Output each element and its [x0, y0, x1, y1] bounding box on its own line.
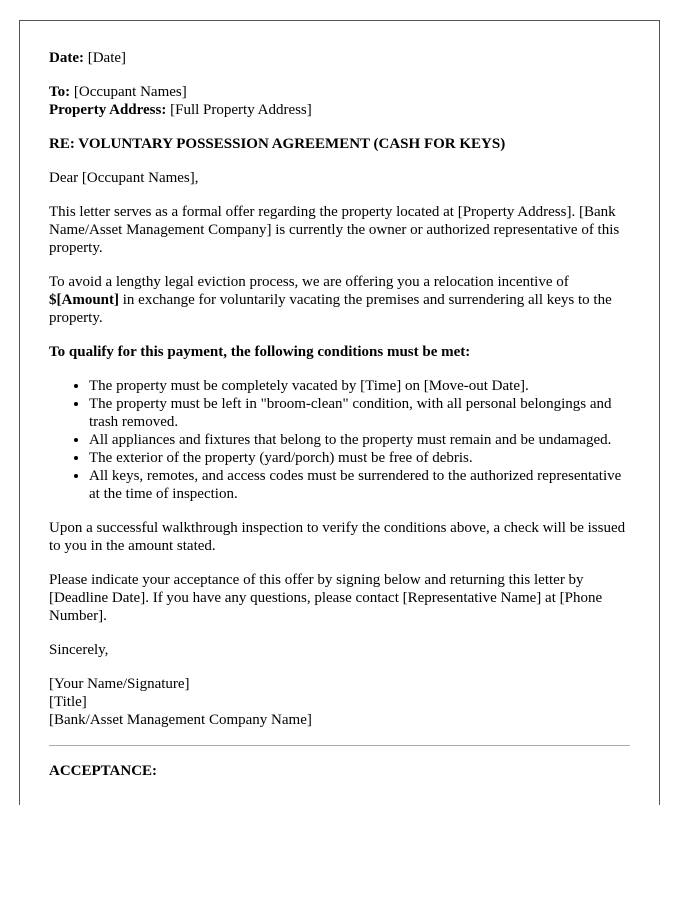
property-line [49, 101, 630, 119]
divider [49, 745, 630, 746]
paragraph-acceptance-request: Please indicate your acceptance of this offer by signing below and returning this letter by [Deadline Date]. If you have any questions, please contact [Representative Name] at [Phone Number]. [49, 572, 603, 624]
list-item: • The exterior of the property (yard/porch) must be free of debris. [89, 449, 630, 467]
signature-block [49, 675, 630, 729]
conditions-list [49, 377, 630, 503]
subject-line: RE: VOLUNTARY POSSESSION AGREEMENT (CASH FOR KEYS) [49, 136, 506, 152]
closing: Sincerely, [49, 642, 109, 658]
date-value: [Date] [87, 50, 127, 66]
acceptance-heading-text: ACCEPTANCE: [49, 763, 158, 779]
offer-text-after: in exchange for voluntarily vacating the premises and surrendering all keys to the property. [49, 292, 612, 326]
list-item: • The property must be left in "broom-clean" condition, with all personal belongings and trash removed. [89, 395, 630, 431]
paragraph-intro: This letter serves as a formal offer regarding the property located at [Property Address]. [Bank Name/Asset Management Company] is currently the owner or authorized representative of this property. [49, 204, 620, 256]
offer-text-before: To avoid a lengthy legal eviction process, we are offering you a relocation incentive of [49, 274, 569, 290]
signature-name: [Your Name/Signature] [49, 676, 190, 692]
date-label: Date: [49, 50, 84, 66]
recipient-block [49, 83, 630, 119]
list-item: • All appliances and fixtures that belong to the property must remain and be undamaged. [89, 431, 630, 449]
salutation: Dear [Occupant Names], [49, 170, 199, 186]
to-value: [Occupant Names] [73, 84, 187, 100]
property-label: Property Address: [49, 102, 167, 118]
paragraph-offer [49, 273, 630, 327]
signature-company: [Bank/Asset Management Company Name] [49, 712, 312, 728]
conditions-heading [49, 343, 630, 361]
acceptance-heading [49, 762, 630, 780]
list-item: • All keys, remotes, and access codes must be surrendered to the authorized representative at the time of inspection. [89, 467, 630, 503]
conditions-heading-text: To qualify for this payment, the following conditions must be met: [49, 344, 471, 360]
to-label: To: [49, 84, 71, 100]
to-line [49, 83, 630, 101]
date-line [49, 49, 630, 67]
list-item: • The property must be completely vacated by [Time] on [Move-out Date]. [89, 377, 630, 395]
offer-amount: $[Amount] [49, 292, 119, 308]
paragraph-inspection: Upon a successful walkthrough inspection to verify the conditions above, a check will be issued to you in the amount stated. [49, 520, 626, 554]
signature-title: [Title] [49, 694, 87, 710]
property-value: [Full Property Address] [170, 102, 312, 118]
letter-page [19, 20, 660, 805]
